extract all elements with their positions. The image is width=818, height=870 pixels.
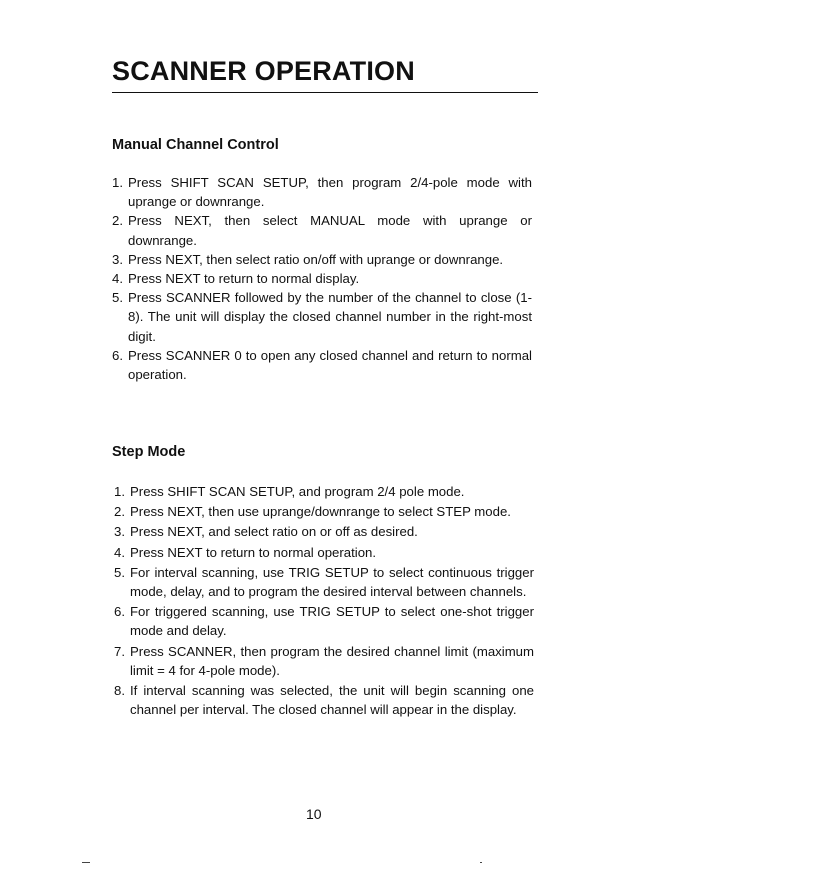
title-underline [112,92,538,93]
step-number: 6. [114,604,125,620]
step-text: Press NEXT to return to normal display. [128,271,360,287]
step-number: 1. [114,484,125,499]
list-item [114,502,534,521]
step-number: 3. [114,524,125,540]
step-number: 6. [112,347,123,363]
step-text: Press NEXT, and select ratio on or off as desired. [130,524,418,540]
step-number: 5. [112,290,123,306]
list-item [112,211,532,249]
step-number: 1. [112,175,123,190]
step-text: Press NEXT to return to normal operation. [130,544,377,560]
step-text: Press SHIFT SCAN SETUP, and program 2/4 pole mode. [130,484,465,499]
list-item [114,563,534,601]
page-number: 10 [306,806,322,822]
manual-channel-steps [112,173,532,384]
scan-speck [480,862,482,863]
list-item [114,602,534,640]
step-text: For triggered scanning, use TRIG SETUP to select one-shot trigger mode and delay. [130,604,534,639]
list-item [114,681,534,719]
step-number: 2. [114,504,125,520]
step-number: 5. [114,564,125,580]
list-item [112,173,532,211]
step-text: Press SHIFT SCAN SETUP, then program 2/4-pole mode with uprange or downrange. [128,175,532,210]
step-text: Press SCANNER 0 to open any closed channel and return to normal operation. [128,347,532,383]
list-item [114,642,534,680]
list-item [112,250,532,269]
step-text: Press SCANNER followed by the number of the channel to close (1-8). The unit will display the closed channel number in the right-most digit. [128,290,532,344]
step-number: 4. [114,544,125,560]
list-item [112,269,532,288]
step-number: 2. [112,213,123,229]
step-text: Press NEXT, then use uprange/downrange to select STEP mode. [130,504,511,520]
section-heading-manual-channel-control: Manual Channel Control [112,137,279,153]
step-text: For interval scanning, use TRIG SETUP to select continuous trigger mode, delay, and to program the desired interval between channels. [130,564,534,600]
step-number: 3. [112,251,123,267]
step-text: If interval scanning was selected, the unit will begin scanning one channel per interval. The closed channel will appear in the display. [130,683,534,718]
list-item [112,288,532,346]
step-number: 4. [112,271,123,287]
step-number: 8. [114,683,125,699]
list-item [114,522,534,541]
section-heading-step-mode: Step Mode [112,444,186,460]
step-number: 7. [114,643,125,659]
step-text: Press SCANNER, then program the desired channel limit (maximum limit = 4 for 4-pole mode). [130,643,534,678]
page-title: SCANNER OPERATION [112,56,415,86]
step-mode-steps [114,482,534,720]
list-item [114,482,534,501]
step-text: Press NEXT, then select ratio on/off with uprange or downrange. [128,251,504,267]
list-item [114,543,534,562]
step-text: Press NEXT, then select MANUAL mode with uprange or downrange. [128,213,532,248]
list-item [112,346,532,384]
scan-speck [82,862,90,863]
